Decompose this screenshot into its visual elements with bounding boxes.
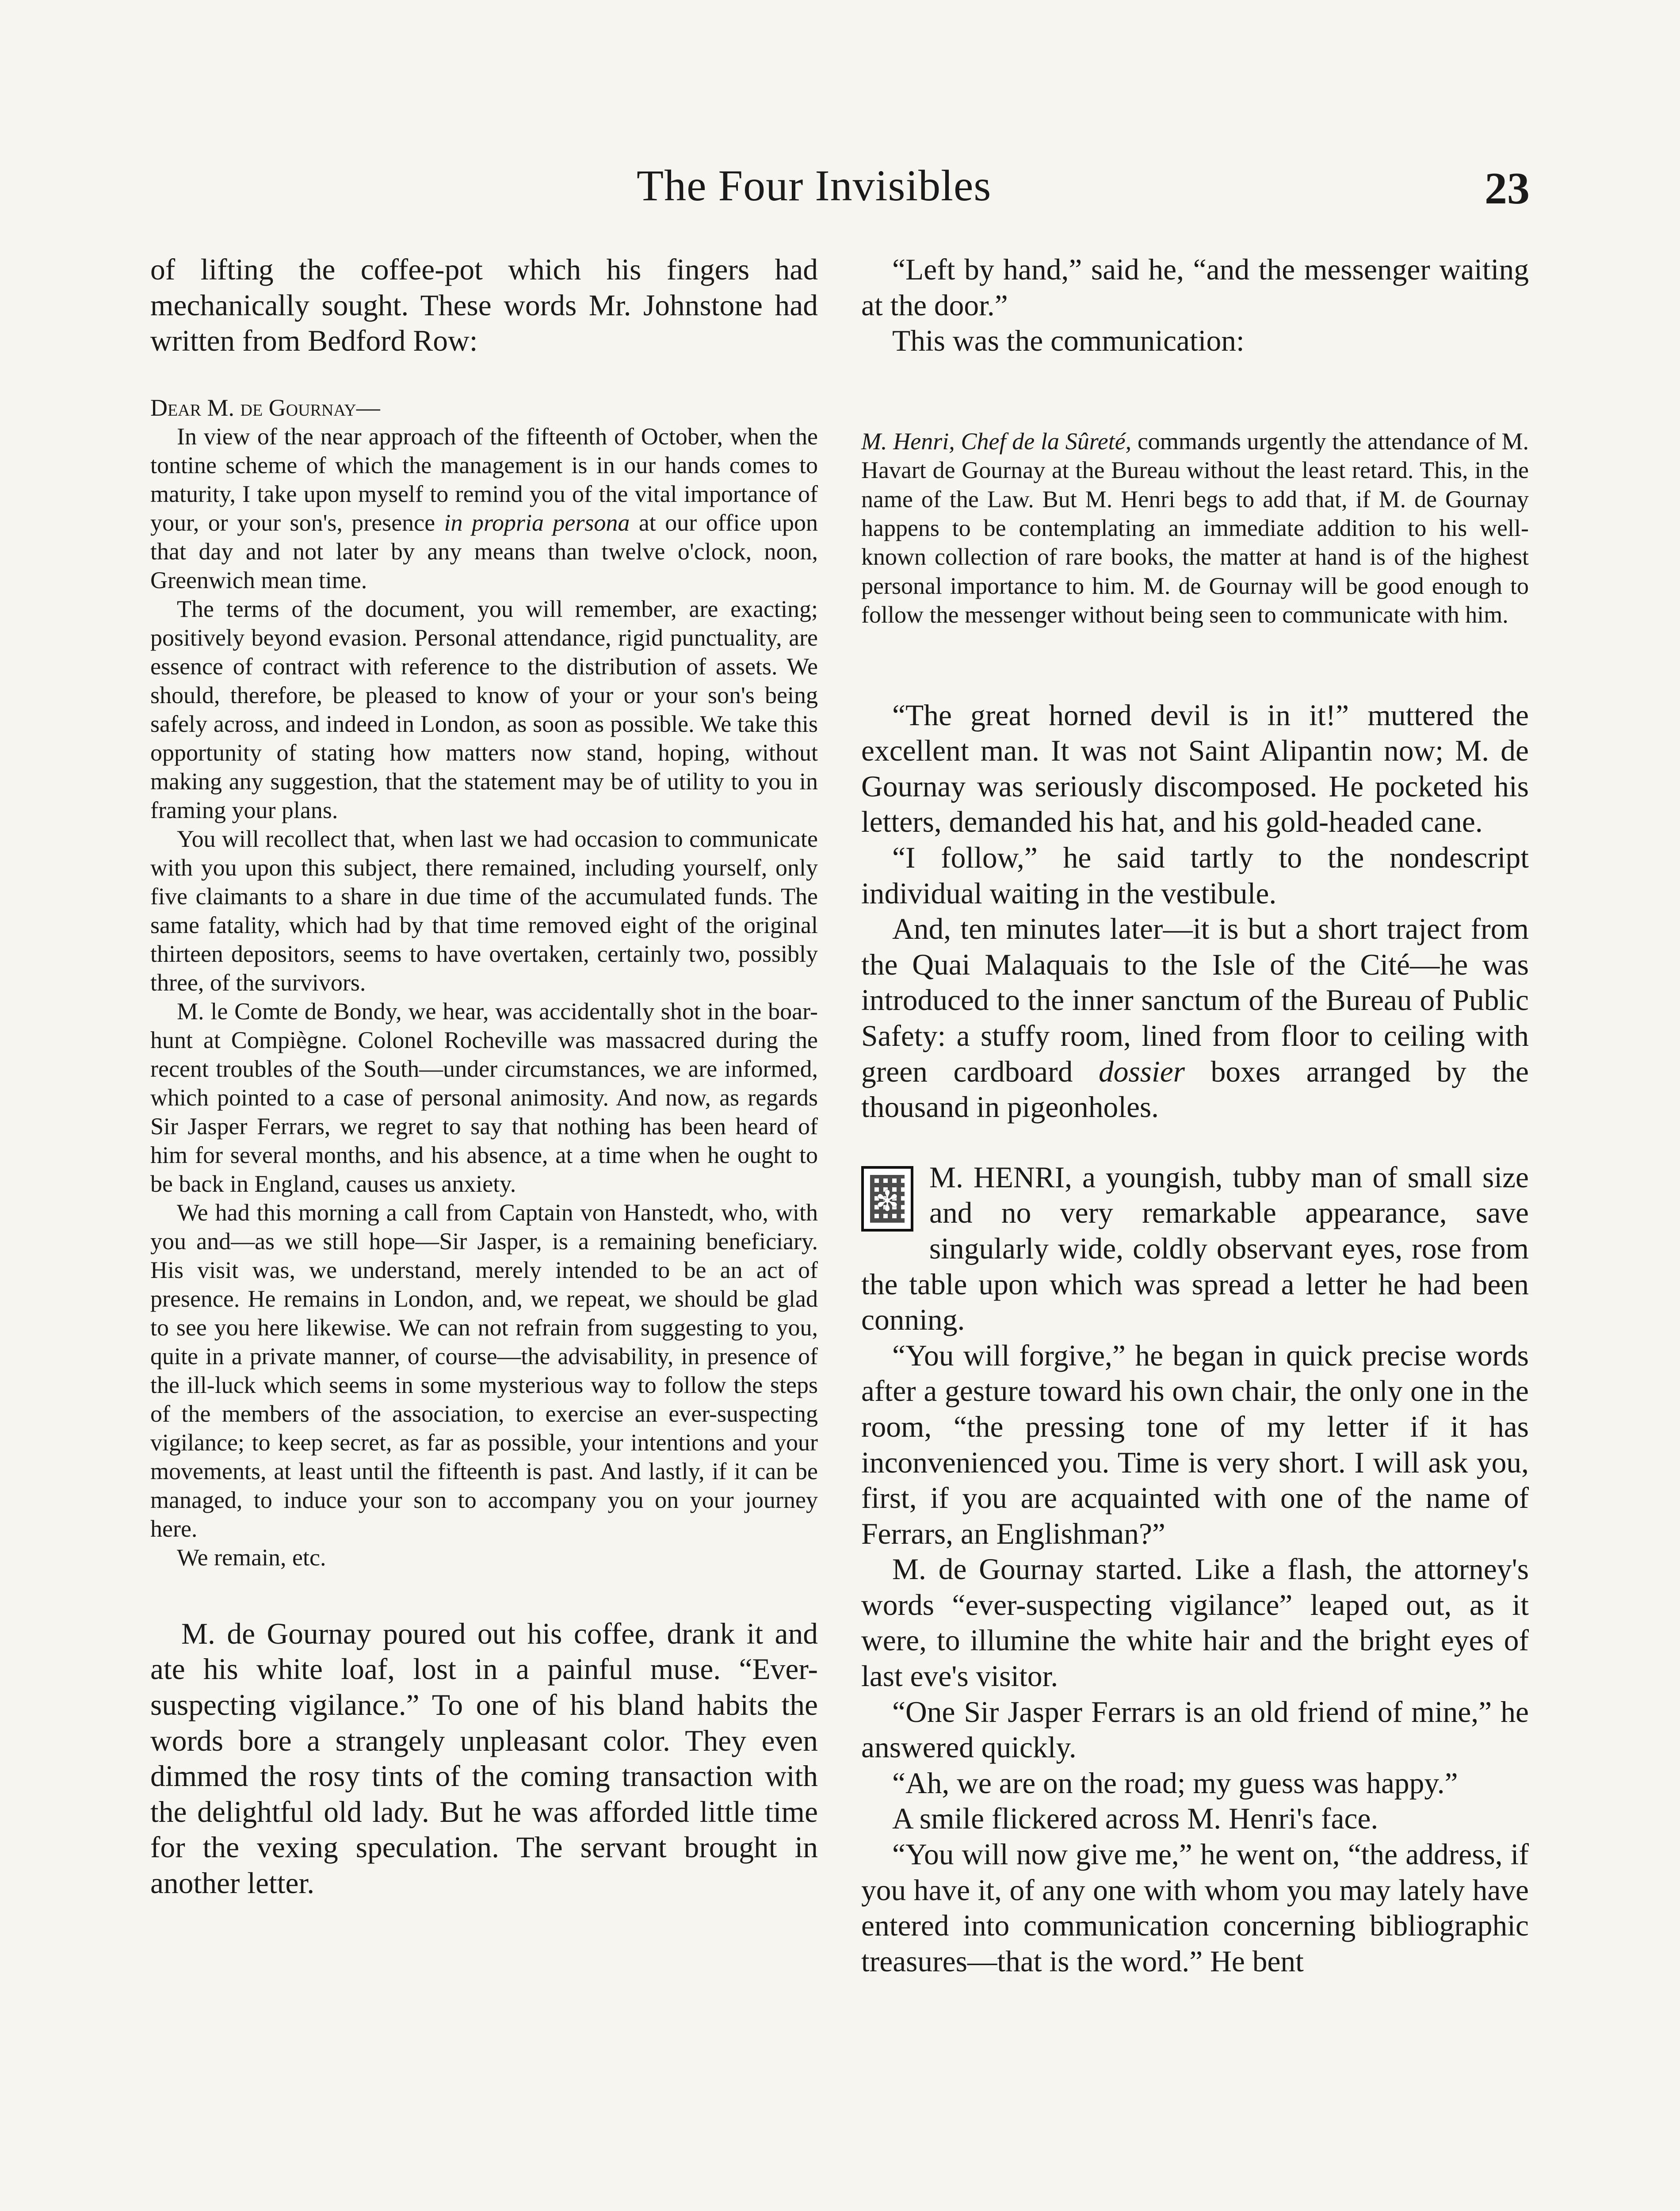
letter-paragraph: We had this morning a call from Captain von Hanstedt, who, with you and—as we still hope—Sir Jasper, is a remaining beneficiary. His visit was, we understand, merely intended to be an act of presence. He remains in London, and, we repeat, we should be glad to see you here likewise. We can not refrain from suggesting to you, quite in a private manner, of course—the advisability, in presence of the ill-luck which seems in some mysterious way to follow the steps of the members of the association, to exercise an ever-suspecting vigilance; to keep secret, as far as possible, your intentions and your movements, at least until the fifteenth is past. And lastly, if it can be managed, to induce your son to accompany you on your journey here. bbox=[150, 1199, 818, 1542]
intro-paragraph bbox=[150, 252, 818, 359]
ornamental-initial-icon bbox=[861, 1166, 913, 1232]
paragraph: “You will now give me,” he went on, “the address, if you have it, of any one with whom you may lately have entered into communication concerning bibliographic treasures—that is the word.” He bent bbox=[861, 1838, 1529, 1978]
letter-paragraph: The terms of the document, you will remember, are exacting; positively beyond evasion. Personal attendance, rigid punctuality, are essence of contract with reference to the distribution of assets. We should, therefore, be pleased to know of your or your son's being safely across, and indeed in London, as soon as possible. We take this opportunity of stating how matters now stand, hoping, without making any suggestion, that the statement may be of utility to you in framing your plans. bbox=[150, 595, 818, 823]
page-number: 23 bbox=[1485, 164, 1530, 214]
left-column bbox=[150, 252, 818, 1901]
letter-salutation: Dear M. de Gournay— bbox=[150, 394, 380, 421]
right-column bbox=[861, 252, 1529, 1979]
notice-sender: M. Henri, Chef de la Sûreté, bbox=[861, 428, 1132, 455]
latin-phrase: in propria persona bbox=[444, 509, 630, 536]
paragraph: ✻ M. HENRI, a youngish, tubby man of small size and no very remarkable appearance, save singularly wide, coldly observant eyes, rose from the table upon which was spread a letter he had been conning. bbox=[861, 1160, 1529, 1338]
paragraph: “The great horned devil is in it!” muttered the excellent man. It was not Saint Alipantin now; M. de Gournay was seriously discomposed. He pocketed his letters, demanded his hat, and his gold-headed cane. bbox=[861, 698, 1529, 839]
paragraph: of lifting the coffee-pot which his fingers had mechanically sought. These words Mr. Johnstone had written from Bedford Row: bbox=[150, 253, 818, 358]
letter-closing: We remain, etc. bbox=[177, 1544, 326, 1571]
italic-word: dossier bbox=[1098, 1055, 1185, 1088]
letter-paragraph: In view of the near approach of the fifteenth of October, when the tontine scheme of which the management is in our hands comes to maturity, I take upon myself to remind you of the vital importance of your, or your son's, presence in propria persona at our office upon that day and not later by any means than twelve o'clock, noon, Greenwich mean time. bbox=[150, 423, 818, 593]
paragraph: “You will forgive,” he began in quick precise words after a gesture toward his own chair, the only one in the room, “the pressing tone of my letter if it has inconvenienced you. Time is very short. I will ask you, first, if you are acquainted with one of the name of Ferrars, an Englishman?” bbox=[861, 1339, 1529, 1550]
paragraph: “One Sir Jasper Ferrars is an old friend of mine,” he answered quickly. bbox=[861, 1695, 1529, 1764]
letter-paragraph: M. le Comte de Bondy, we hear, was accidentally shot in the boar-hunt at Compiègne. Colonel Rocheville was massacred during the recent troubles of the South—under circumstances, we are informed, which pointed to a case of personal animosity. And now, as regards Sir Jasper Ferrars, we regret to say that nothing has been heard of him for several months, and his absence, at a time when he ought to be back in England, causes us anxiety. bbox=[150, 998, 818, 1197]
paragraph: M. de Gournay poured out his coffee, drank it and ate his white loaf, lost in a painful muse. “Ever-suspecting vigilance.” To one of his bland habits the words bore a strangely unpleasant color. They even dimmed the rosy tints of the coming transaction with the delightful old lady. But he was afforded little time for the vexing speculation. The servant brought in another letter. bbox=[150, 1617, 818, 1900]
letter-paragraph: You will recollect that, when last we had occasion to communicate with you upon this subject, there remained, including yourself, only five claimants to a share in due time of the accumulated funds. The same fatality, which had by that time removed eight of the original thirteen depositors, seems to have overtaken, certainly two, possibly three, of the survivors. bbox=[150, 825, 818, 996]
paragraph: A smile flickered across M. Henri's face. bbox=[892, 1802, 1378, 1836]
police-notice bbox=[861, 427, 1529, 630]
narrative bbox=[861, 252, 1529, 359]
paragraph: “Ah, we are on the road; my guess was happy.” bbox=[892, 1766, 1458, 1800]
paragraph: “I follow,” he said tartly to the nondescript individual waiting in the vestibule. bbox=[861, 841, 1529, 910]
running-title: The Four Invisibles bbox=[637, 161, 992, 210]
notice-paragraph: M. Henri, Chef de la Sûreté, commands urgently the attendance of M. Havart de Gournay at the Bureau without the least retard. This, in the name of the Law. But M. Henri begs to add that, if M. de Gournay happens to be contemplating an immediate addition to his well-known collection of rare books, the matter at hand is of the highest personal importance to him. M. de Gournay will be good enough to follow the messenger without being seen to communicate with him. bbox=[861, 428, 1529, 628]
narrative bbox=[861, 698, 1529, 1125]
narrative bbox=[150, 1616, 818, 1901]
paragraph: And, ten minutes later—it is but a short traject from the Quai Malaquais to the Isle of the Cité—he was introduced to the inner sanctum of the Bureau of Public Safety: a stuffy room, lined from floor to ceiling with green cardboard dossier boxes arranged by the thousand in pigeonholes. bbox=[861, 912, 1529, 1124]
narrative-section bbox=[861, 1160, 1529, 1980]
attorney-letter bbox=[150, 394, 818, 1572]
paragraph: “Left by hand,” said he, “and the messenger waiting at the door.” bbox=[861, 253, 1529, 322]
paragraph: This was the communication: bbox=[892, 324, 1245, 358]
paragraph: M. de Gournay started. Like a flash, the attorney's words “ever-suspecting vigilance” leaped out, as it were, to illumine the white hair and the bright eyes of last eve's visitor. bbox=[861, 1553, 1529, 1693]
